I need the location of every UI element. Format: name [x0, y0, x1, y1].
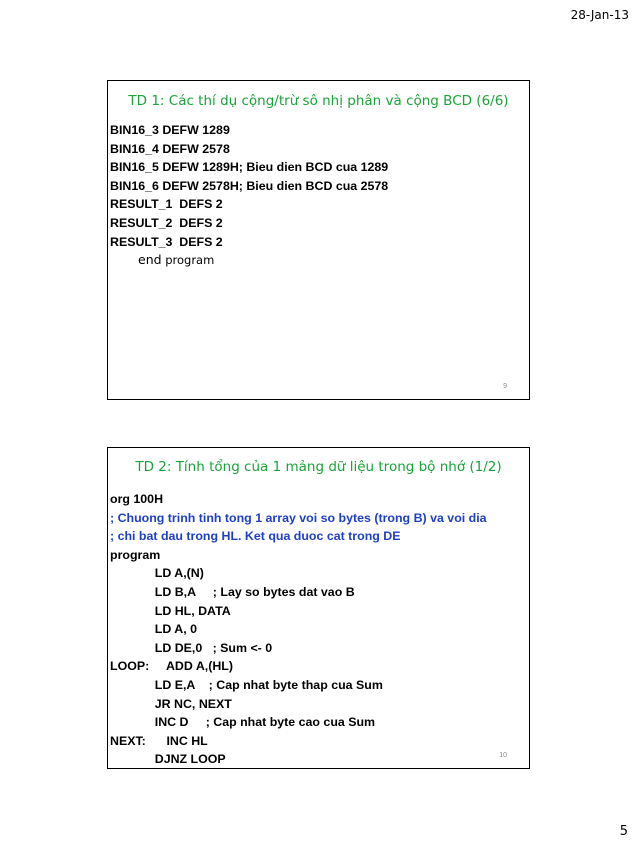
code-line: LOOP: ADD A,(HL) [110, 659, 233, 674]
code-comment-line: ; chi bat dau trong HL. Ket qua duoc cat trong DE [110, 529, 401, 544]
slide-thumbnail-1[interactable] [107, 80, 530, 400]
code-line: LD DE,0 ; Sum <- 0 [110, 640, 273, 655]
code-block [110, 121, 525, 270]
code-line: LD HL, DATA [110, 603, 231, 618]
slide-thumbnail-2[interactable] [107, 447, 530, 769]
end-label: program [165, 253, 215, 268]
code-line: BIN16_5 DEFW 1289H; Bieu dien BCD cua 1289 [110, 160, 389, 175]
code-line: RESULT_1 DEFS 2 [110, 197, 223, 212]
code-line: JR NC, NEXT [110, 696, 232, 711]
code-line: BIN16_6 DEFW 2578H; Bieu dien BCD cua 2578 [110, 178, 389, 193]
end-line [110, 251, 525, 270]
page-number: 5 [619, 824, 628, 839]
code-line: program [110, 547, 161, 562]
code-line: DJNZ LOOP [110, 752, 226, 767]
code-line: LD A, 0 [110, 622, 197, 637]
slide-title: TD 2: Tính tổng của 1 mảng dữ liệu trong bộ nhớ (1/2) [135, 459, 502, 475]
end-keyword: end [138, 252, 162, 268]
code-comment-line: ; Chuong trinh tinh tong 1 array voi so bytes (trong B) va voi dia [110, 510, 487, 525]
code-line: RESULT_3 DEFS 2 [110, 234, 223, 249]
code-line: LD E,A ; Cap nhat byte thap cua Sum [110, 677, 383, 692]
code-block [110, 490, 525, 769]
code-line: org 100H [110, 492, 164, 506]
code-line: BIN16_3 DEFW 1289 [110, 123, 230, 137]
slide-number: 9 [503, 383, 507, 390]
header-date: 28-Jan-13 [570, 8, 629, 22]
slide-title: TD 1: Các thí dụ cộng/trừ sô nhị phân và cộng BCD (6/6) [128, 93, 509, 109]
code-line: BIN16_4 DEFW 2578 [110, 141, 230, 156]
code-line: NEXT: INC HL [110, 733, 208, 748]
code-line: LD B,A ; Lay so bytes dat vao B [110, 584, 355, 599]
code-line: INC D ; Cap nhat byte cao cua Sum [110, 715, 376, 730]
code-line: RESULT_2 DEFS 2 [110, 215, 223, 230]
code-line: LD A,(N) [110, 566, 204, 581]
slide-number: 10 [499, 752, 507, 759]
